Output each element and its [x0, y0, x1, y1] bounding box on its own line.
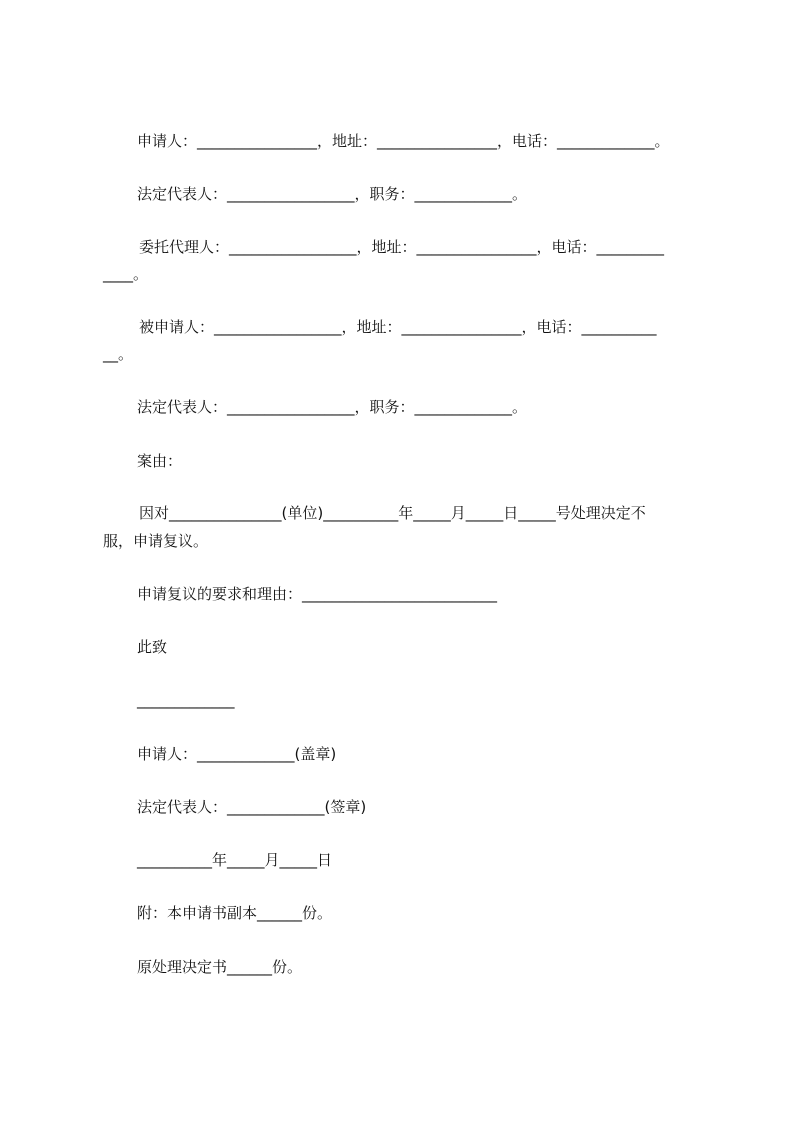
recipient-blank: _____________: [137, 691, 235, 709]
original-decision-line: 原处理决定书______份。: [137, 958, 303, 976]
applicant-representative-line: 法定代表人：_________________，职务：_____________。: [137, 185, 528, 203]
agent-line: 委托代理人：_________________，地址：________________，电话：_________: [139, 238, 665, 256]
agent-line-continued: ____。: [103, 265, 149, 283]
respondent-line-continued: __。: [103, 345, 134, 363]
request-line: 申请复议的要求和理由：__________________________: [137, 585, 498, 603]
applicant-seal-line: 申请人：_____________(盖章): [137, 745, 337, 763]
applicant-line: 申请人：________________，地址：________________，电话：_____________。: [137, 132, 670, 150]
basis-line: 因对_______________(单位)__________年_____月_____日_____号处理决定不: [139, 504, 646, 522]
representative-signature-line: 法定代表人：_____________(签章): [137, 798, 367, 816]
respondent-line: 被申请人：_________________，地址：________________，电话：__________: [139, 318, 657, 336]
respondent-representative-line: 法定代表人：_________________，职务：_____________。: [137, 398, 528, 416]
salutation: 此致: [137, 638, 168, 656]
attachment-copies-line: 附：本申请书副本______份。: [137, 904, 333, 922]
case-cause-heading: 案由：: [137, 452, 183, 470]
basis-line-continued: 服，申请复议。: [103, 532, 209, 550]
date-line: __________年_____月_____日: [137, 851, 333, 869]
